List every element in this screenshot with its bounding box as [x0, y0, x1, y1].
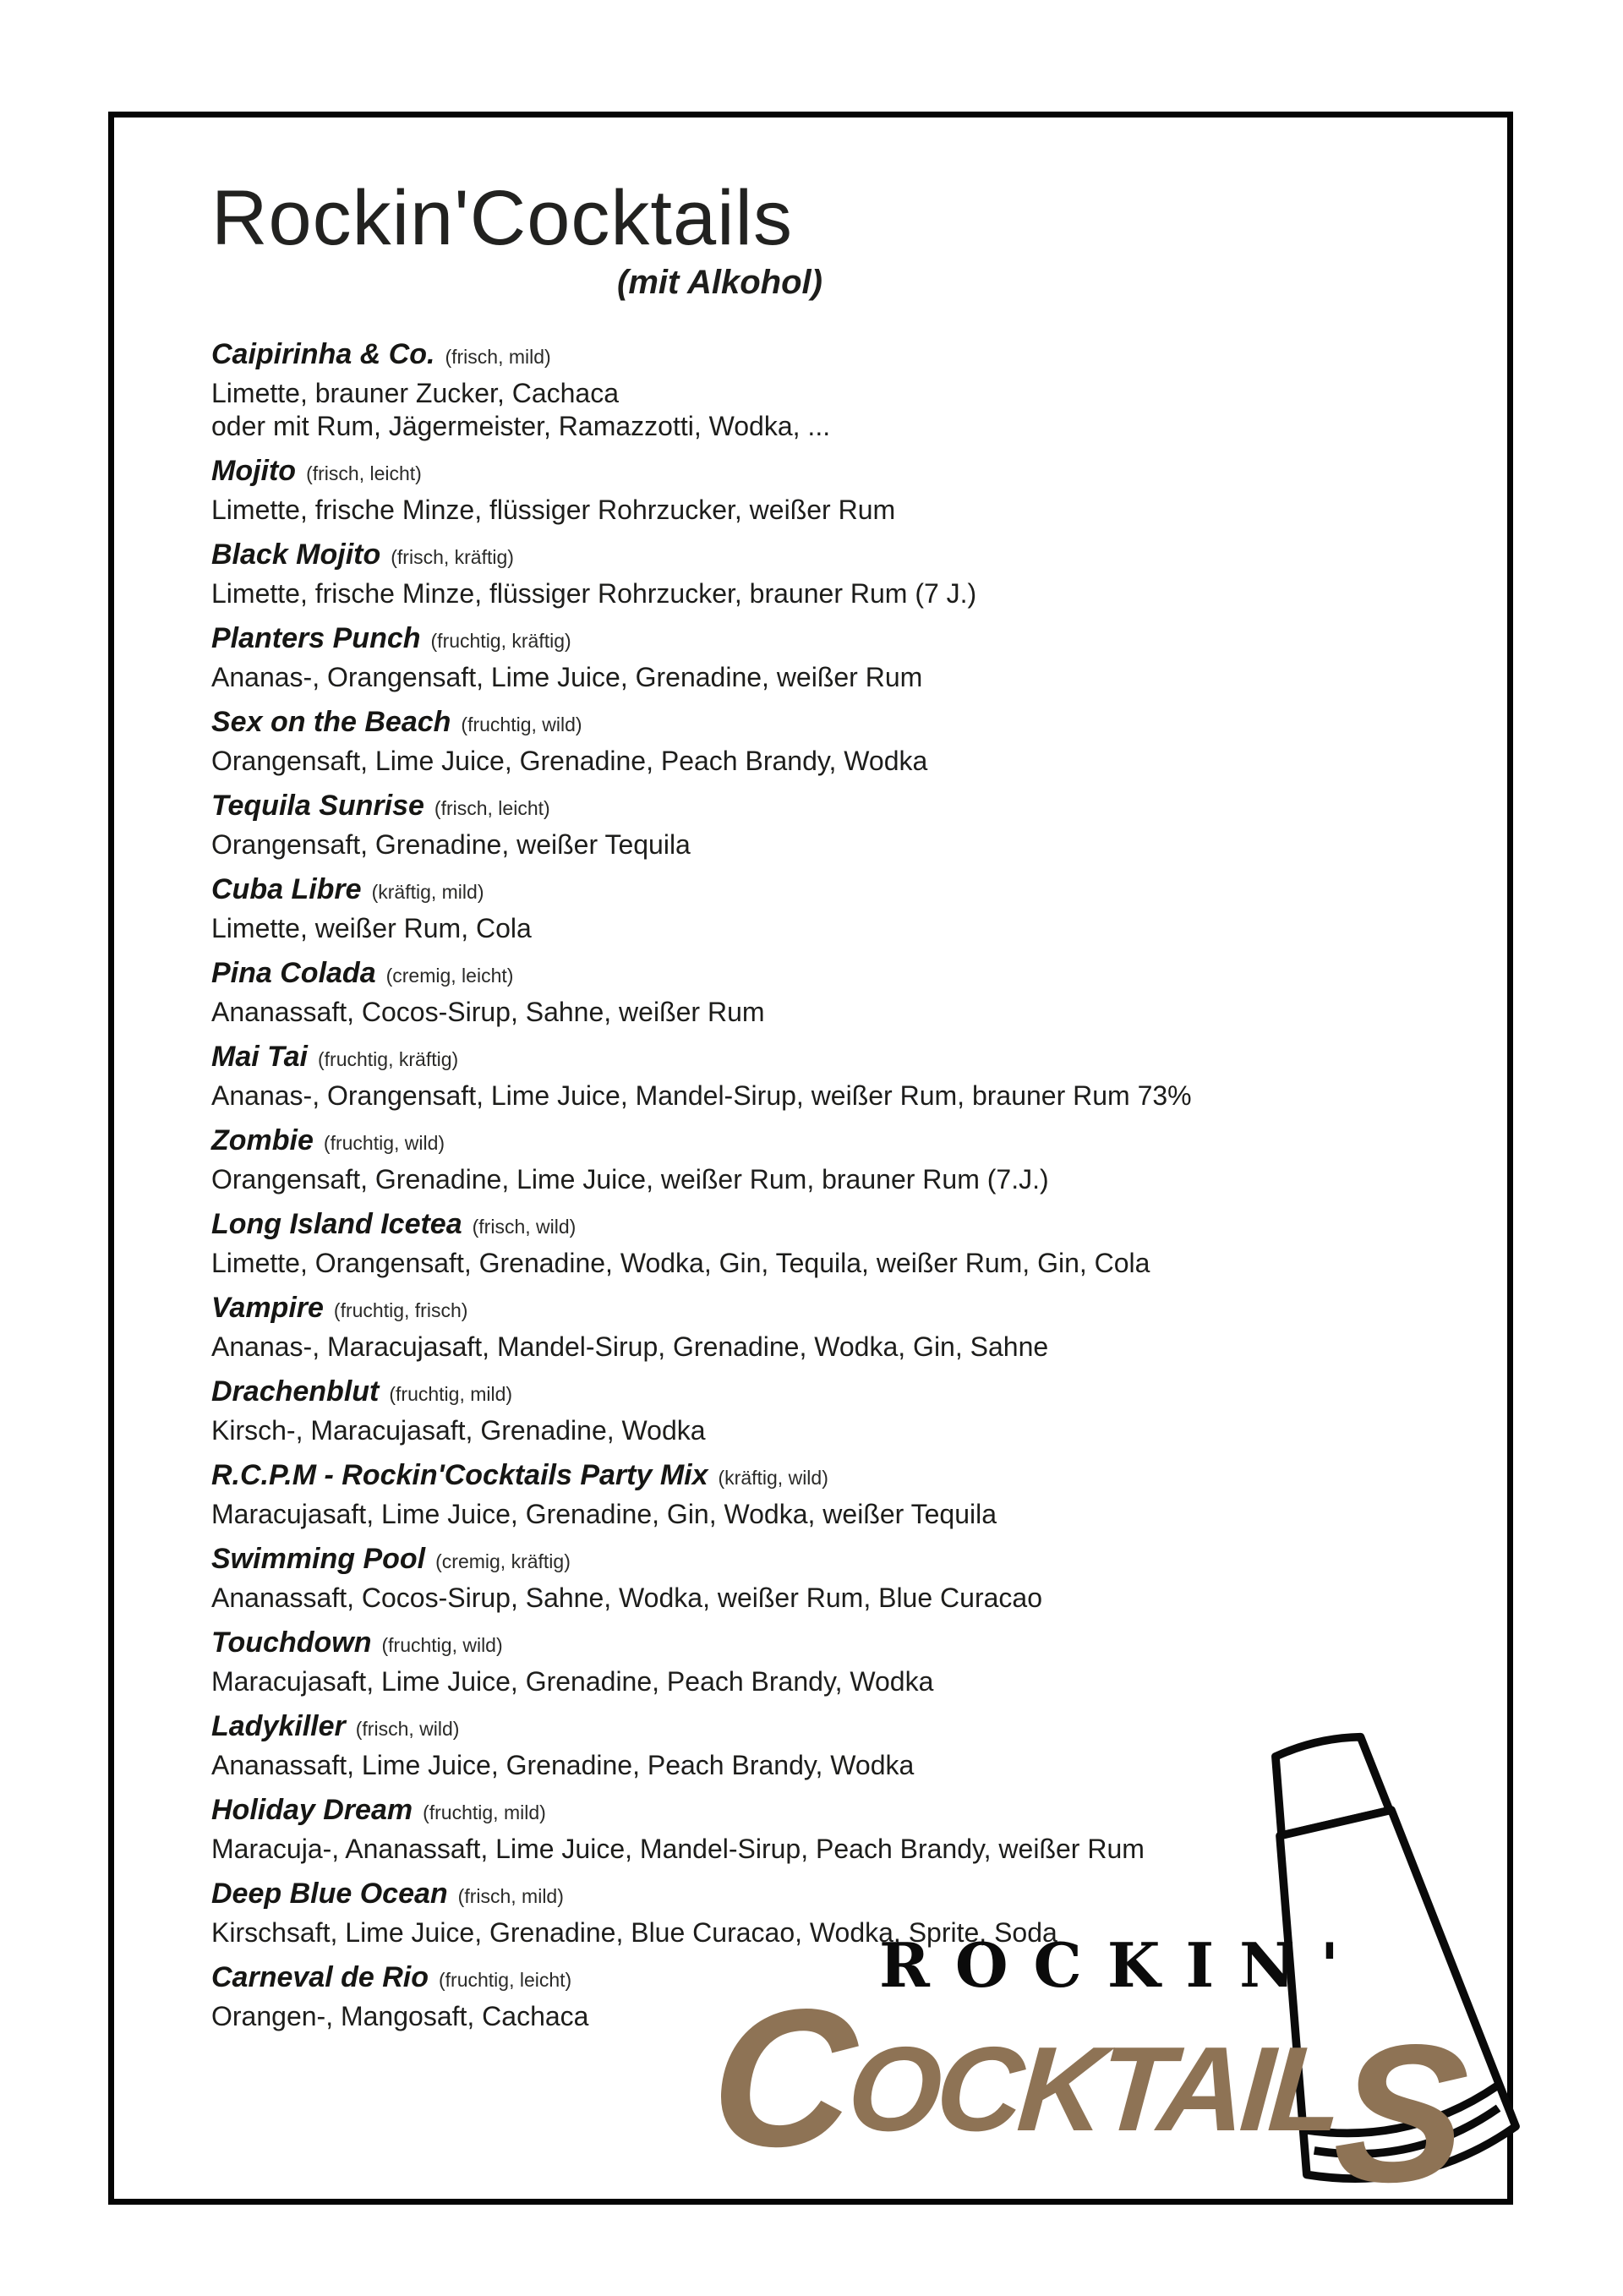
cocktail-item — [211, 1123, 1479, 1196]
ingredient-line: Orangen-, Mangosaft, Cachaca — [211, 2001, 589, 2032]
cocktail-header — [211, 1123, 1479, 1163]
ingredient-line: Kirsch-, Maracujasaft, Grenadine, Wodka — [211, 1415, 706, 1446]
ingredient-line: Ananassaft, Cocos-Sirup, Sahne, Wodka, weißer Rum, Blue Curacao — [211, 1583, 1042, 1614]
cocktail-item — [211, 621, 1479, 694]
cocktail-attrs: (cremig, kräftig) — [435, 1550, 571, 1573]
cocktail-name: Deep Blue Ocean — [211, 1878, 448, 1911]
page-subtitle: (mit Alkohol) — [617, 264, 822, 302]
cocktail-attrs: (fruchtig, wild) — [323, 1132, 445, 1155]
cocktail-item — [211, 454, 1479, 527]
logo-cocktails: COCKTAILS — [704, 1969, 1469, 2223]
cocktail-attrs: (fruchtig, mild) — [423, 1801, 546, 1824]
ingredient-line: Limette, weißer Rum, Cola — [211, 913, 532, 944]
ingredient-line: Limette, frische Minze, flüssiger Rohrzucker, brauner Rum (7 J.) — [211, 578, 977, 610]
cocktail-header — [211, 538, 1479, 577]
cocktail-header — [211, 705, 1479, 745]
ingredient-line: Kirschsaft, Lime Juice, Grenadine, Blue Curacao, Wodka, Sprite, Soda — [211, 1917, 1057, 1949]
cocktail-name: Swimming Pool — [211, 1543, 426, 1576]
cocktail-header — [211, 872, 1479, 912]
cocktail-ingredients — [211, 1163, 1479, 1196]
cocktail-item — [211, 1040, 1479, 1112]
cocktail-attrs: (frisch, mild) — [457, 1885, 564, 1908]
cocktail-header — [211, 956, 1479, 996]
cocktail-item — [211, 1207, 1479, 1280]
ingredient-line: Ananassaft, Lime Juice, Grenadine, Peach Brandy, Wodka — [211, 1750, 915, 1781]
cocktail-name: Zombie — [211, 1124, 314, 1157]
cocktail-ingredients — [211, 912, 1479, 945]
cocktail-header — [211, 337, 1479, 377]
ingredient-line: Orangensaft, Grenadine, Lime Juice, weißer Rum, brauner Rum (7.J.) — [211, 1164, 1049, 1195]
cocktail-name: Tequila Sunrise — [211, 790, 424, 823]
cocktail-header — [211, 621, 1479, 661]
cocktail-item — [211, 1626, 1479, 1698]
cocktail-header — [211, 1542, 1479, 1582]
cocktail-attrs: (cremig, leicht) — [385, 965, 514, 987]
cocktail-item — [211, 1458, 1479, 1531]
cocktail-name: Caipirinha & Co. — [211, 338, 435, 371]
ingredient-line: Limette, frische Minze, flüssiger Rohrzucker, weißer Rum — [211, 495, 896, 526]
cocktail-header — [211, 1291, 1479, 1331]
ingredient-line: Ananas-, Maracujasaft, Mandel-Sirup, Grenadine, Wodka, Gin, Sahne — [211, 1331, 1049, 1363]
ingredient-line: Orangensaft, Lime Juice, Grenadine, Peach Brandy, Wodka — [211, 746, 928, 777]
page-title: Rockin'Cocktails — [211, 175, 793, 261]
cocktail-attrs: (fruchtig, kräftig) — [318, 1048, 459, 1071]
cocktail-item — [211, 956, 1479, 1029]
cocktail-ingredients — [211, 577, 1479, 610]
cocktail-name: Touchdown — [211, 1626, 372, 1659]
cocktail-ingredients — [211, 377, 1479, 443]
cocktail-header — [211, 1458, 1479, 1498]
cocktail-name: Long Island Icetea — [211, 1208, 462, 1241]
ingredient-line: Limette, brauner Zucker, Cachaca — [211, 378, 620, 409]
cocktail-attrs: (fruchtig, mild) — [389, 1383, 513, 1406]
cocktail-ingredients — [211, 1080, 1479, 1112]
cocktail-attrs: (kräftig, wild) — [718, 1467, 828, 1490]
cocktail-header — [211, 1040, 1479, 1080]
cocktail-ingredients — [211, 1582, 1479, 1615]
cocktail-item — [211, 872, 1479, 945]
cocktail-attrs: (frisch, leicht) — [434, 797, 550, 820]
cocktail-attrs: (frisch, mild) — [445, 346, 551, 369]
ingredient-line: Ananassaft, Cocos-Sirup, Sahne, weißer Rum — [211, 997, 765, 1028]
ingredient-line: oder mit Rum, Jägermeister, Ramazzotti, Wodka, ... — [211, 411, 831, 442]
cocktail-attrs: (kräftig, mild) — [371, 881, 484, 904]
cocktail-name: Planters Punch — [211, 622, 421, 655]
ingredient-line: Orangensaft, Grenadine, weißer Tequila — [211, 829, 691, 861]
cocktail-item — [211, 337, 1479, 443]
cocktail-attrs: (fruchtig, wild) — [461, 713, 582, 736]
cocktail-header — [211, 1375, 1479, 1414]
cocktail-name: Carneval de Rio — [211, 1961, 429, 1994]
cocktail-item — [211, 1375, 1479, 1447]
cocktail-ingredients — [211, 1331, 1479, 1364]
cocktail-ingredients — [211, 828, 1479, 861]
ingredient-line: Limette, Orangensaft, Grenadine, Wodka, Gin, Tequila, weißer Rum, Gin, Cola — [211, 1248, 1150, 1279]
cocktail-ingredients — [211, 494, 1479, 527]
cocktail-name: R.C.P.M - Rockin'Cocktails Party Mix — [211, 1459, 708, 1492]
cocktail-item — [211, 1542, 1479, 1615]
cocktail-name: Vampire — [211, 1292, 324, 1325]
cocktail-name: Mojito — [211, 455, 297, 488]
cocktail-header — [211, 1207, 1479, 1247]
cocktail-ingredients — [211, 1665, 1479, 1698]
cocktail-attrs: (fruchtig, frisch) — [333, 1299, 468, 1322]
cocktail-attrs: (fruchtig, kräftig) — [430, 630, 571, 653]
cocktail-item — [211, 705, 1479, 778]
ingredient-line: Ananas-, Orangensaft, Lime Juice, Mandel-Sirup, weißer Rum, brauner Rum 73% — [211, 1080, 1192, 1112]
cocktail-attrs: (fruchtig, wild) — [381, 1634, 503, 1657]
cocktail-name: Cuba Libre — [211, 873, 362, 906]
cocktail-header — [211, 1626, 1479, 1665]
cocktail-name: Holiday Dream — [211, 1794, 413, 1827]
cocktail-name: Ladykiller — [211, 1710, 346, 1743]
cocktail-name: Black Mojito — [211, 538, 381, 571]
cocktail-attrs: (frisch, kräftig) — [391, 546, 514, 569]
cocktail-item — [211, 538, 1479, 610]
cocktail-name: Drachenblut — [211, 1375, 380, 1408]
cocktail-ingredients — [211, 996, 1479, 1029]
cocktail-attrs: (frisch, wild) — [472, 1216, 577, 1238]
cocktail-ingredients — [211, 1247, 1479, 1280]
cocktail-ingredients — [211, 1498, 1479, 1531]
cocktail-item — [211, 789, 1479, 861]
cocktail-attrs: (frisch, leicht) — [306, 462, 422, 485]
cocktail-attrs: (frisch, wild) — [355, 1718, 460, 1741]
cocktail-item — [211, 1291, 1479, 1364]
cocktail-ingredients — [211, 661, 1479, 694]
ingredient-line: Ananas-, Orangensaft, Lime Juice, Grenadine, weißer Rum — [211, 662, 923, 693]
cocktail-name: Pina Colada — [211, 957, 376, 990]
cocktail-header — [211, 454, 1479, 494]
cocktail-name: Mai Tai — [211, 1041, 308, 1074]
cocktail-ingredients — [211, 745, 1479, 778]
ingredient-line: Maracujasaft, Lime Juice, Grenadine, Gin, Wodka, weißer Tequila — [211, 1499, 997, 1530]
cocktail-attrs: (fruchtig, leicht) — [438, 1969, 572, 1992]
logo-rockin: ROCKIN' — [879, 1929, 1364, 2001]
cocktail-header — [211, 789, 1479, 828]
cocktail-ingredients — [211, 1414, 1479, 1447]
ingredient-line: Maracuja-, Ananassaft, Lime Juice, Mandel-Sirup, Peach Brandy, weißer Rum — [211, 1834, 1145, 1865]
cocktail-name: Sex on the Beach — [211, 706, 451, 739]
ingredient-line: Maracujasaft, Lime Juice, Grenadine, Peach Brandy, Wodka — [211, 1666, 934, 1697]
